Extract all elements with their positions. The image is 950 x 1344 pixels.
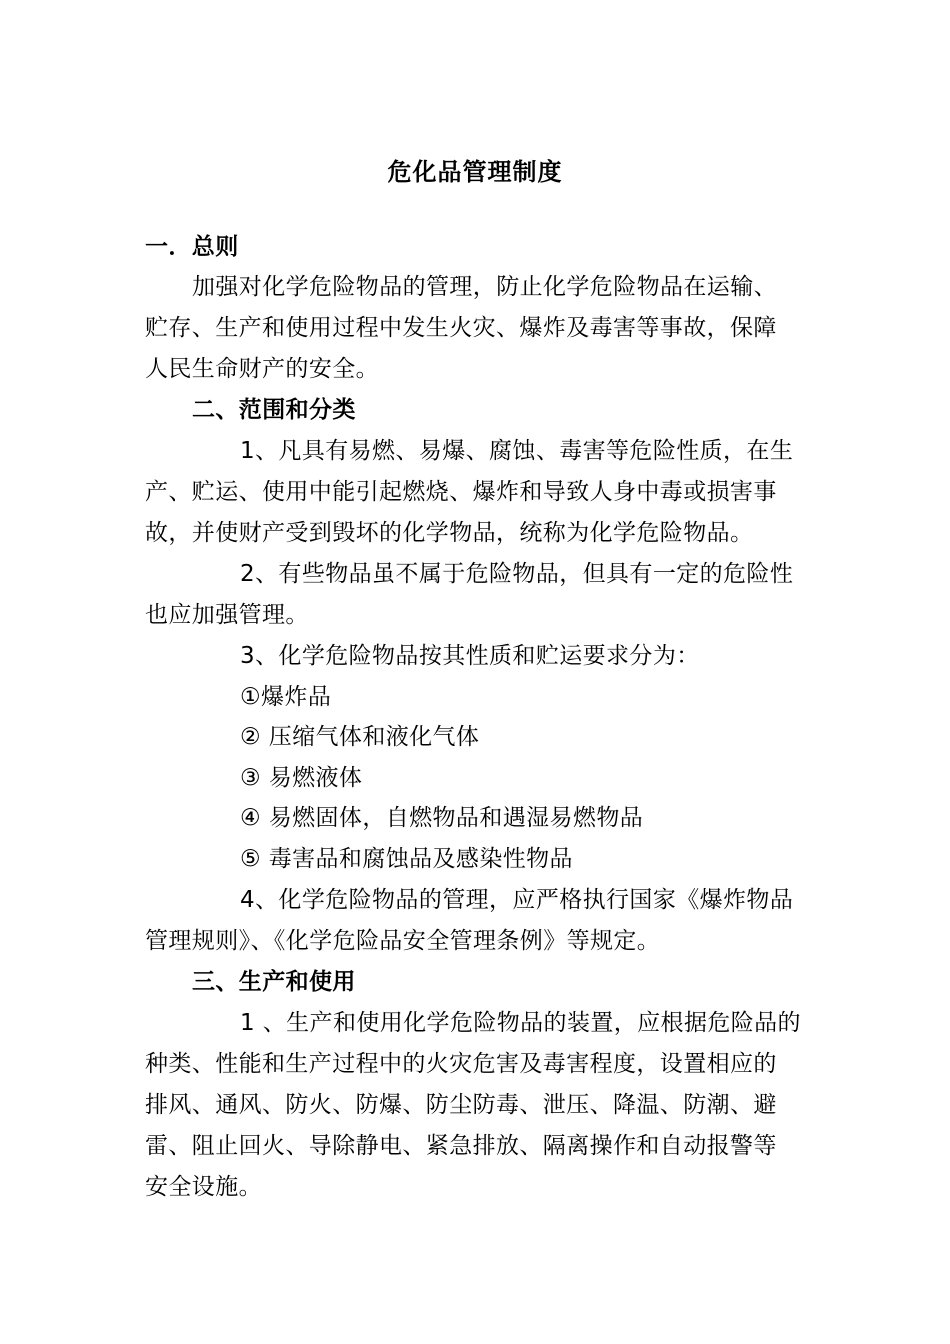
paragraph-line: 贮存、生产和使用过程中发生火灾、爆炸及毒害等事故，保障: [145, 315, 777, 341]
section-heading-scope: 二、范围和分类: [192, 397, 356, 423]
paragraph-line: 安全设施。: [145, 1174, 262, 1200]
section-heading-production: 三、生产和使用: [192, 969, 356, 995]
paragraph-line: 1、凡具有易燃、易爆、腐蚀、毒害等危险性质，在生: [240, 438, 794, 464]
paragraph-line: 也应加强管理。: [145, 602, 309, 628]
list-item: ② 压缩气体和液化气体: [240, 724, 480, 750]
paragraph-line: 2、有些物品虽不属于危险物品，但具有一定的危险性: [240, 561, 794, 587]
paragraph-line: 加强对化学危险物品的管理，防止化学危险物品在运输、: [192, 274, 777, 300]
paragraph-line: 产、贮运、使用中能引起燃烧、爆炸和导致人身中毒或损害事: [145, 479, 777, 505]
paragraph-line: 管理规则》、《化学危险品安全管理条例》等规定。: [145, 928, 661, 954]
list-item: ⑤ 毒害品和腐蚀品及感染性物品: [240, 846, 573, 872]
paragraph-line: 1 、生产和使用化学危险物品的装置，应根据危险品的: [240, 1010, 801, 1036]
document-title: 危化品管理制度: [387, 158, 563, 186]
list-item: ③ 易燃液体: [240, 765, 363, 791]
paragraph-line: 种类、性能和生产过程中的火灾危害及毒害程度，设置相应的: [145, 1051, 777, 1077]
paragraph-line: 人民生命财产的安全。: [145, 356, 379, 382]
paragraph-line: 4、化学危险物品的管理，应严格执行国家《爆炸物品: [240, 887, 794, 913]
paragraph-line: 3、化学危险物品按其性质和贮运要求分为：: [240, 643, 700, 669]
paragraph-line: 故，并使财产受到毁坏的化学物品，统称为化学危险物品。: [145, 520, 754, 546]
section-heading-general: 一．总则: [145, 234, 239, 260]
paragraph-line: 雷、阻止回火、导除静电、紧急排放、隔离操作和自动报警等: [145, 1133, 777, 1159]
paragraph-line: 排风、通风、防火、防爆、防尘防毒、泄压、降温、防潮、避: [145, 1092, 777, 1118]
list-item: ①爆炸品: [240, 684, 332, 710]
list-item: ④ 易燃固体，自燃物品和遇湿易燃物品: [240, 805, 644, 831]
